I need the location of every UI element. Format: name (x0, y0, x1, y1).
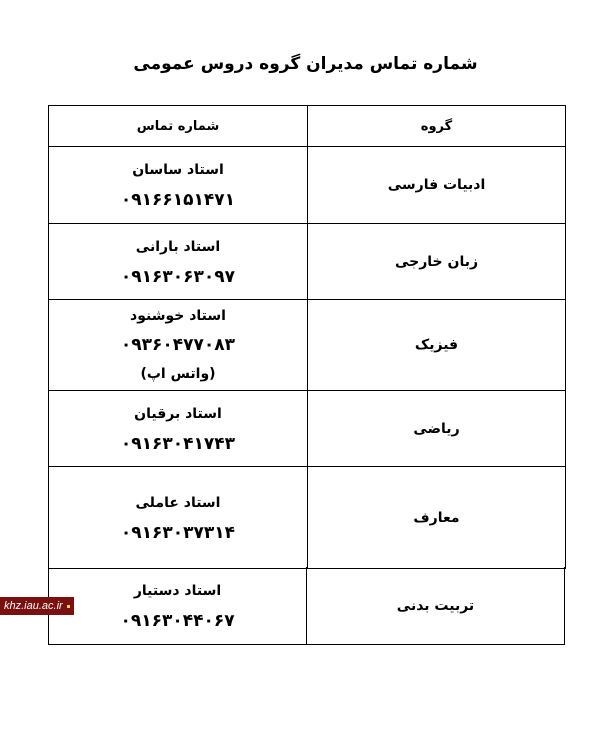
table-row-last (48, 567, 565, 645)
table-row (49, 467, 566, 569)
contact-cell (49, 147, 308, 224)
group-cell: معارف (308, 467, 566, 569)
contact-name: استاد دستیار (133, 582, 222, 599)
site-watermark (0, 597, 74, 615)
contacts-table (48, 105, 566, 569)
group-cell: زبان خارجی (308, 224, 566, 300)
contact-phone: ۰۹۱۶۳۰۳۷۳۱۴ (120, 522, 236, 543)
contact-name: استاد خوشنود (130, 307, 226, 324)
group-cell: فیزیک (308, 300, 566, 391)
contact-name: استاد برقیان (134, 405, 222, 422)
contact-note: (واتس اپ) (140, 365, 216, 382)
contact-phone: ۰۹۱۶۶۱۵۱۴۷۱ (120, 190, 236, 210)
contact-phone: ۰۹۱۶۳۰۴۴۰۶۷ (120, 610, 235, 631)
contact-phone: ۰۹۳۶۰۴۷۷۰۸۳ (120, 334, 236, 355)
group-cell: ریاضی (308, 391, 566, 467)
contact-phone: ۰۹۱۶۳۰۶۳۰۹۷ (120, 266, 236, 287)
group-cell: ادبیات فارسی (308, 147, 566, 224)
contact-cell (49, 300, 308, 391)
contact-phone: ۰۹۱۶۳۰۴۱۷۴۳ (120, 433, 236, 454)
table-row (49, 391, 566, 467)
contact-cell (49, 391, 308, 467)
table-row (49, 147, 566, 224)
header-phone: شماره تماس (49, 106, 308, 147)
watermark-text: khz.iau.ac.ir (4, 600, 63, 612)
table-header-row (49, 106, 566, 147)
contact-name: استاد ساسان (132, 162, 224, 178)
group-cell: تربیت بدنی (396, 597, 475, 614)
watermark-dot-icon (67, 605, 70, 608)
page-title: شماره تماس مدیران گروه دروس عمومی (133, 54, 478, 74)
contact-cell (49, 224, 308, 300)
header-group: گروه (308, 106, 566, 147)
table-row (49, 300, 566, 391)
contact-name: استاد عاملی (135, 494, 221, 511)
table-row (49, 224, 566, 300)
contact-name: استاد بارانی (135, 238, 221, 255)
contact-cell (49, 567, 307, 644)
contact-cell (49, 467, 308, 569)
